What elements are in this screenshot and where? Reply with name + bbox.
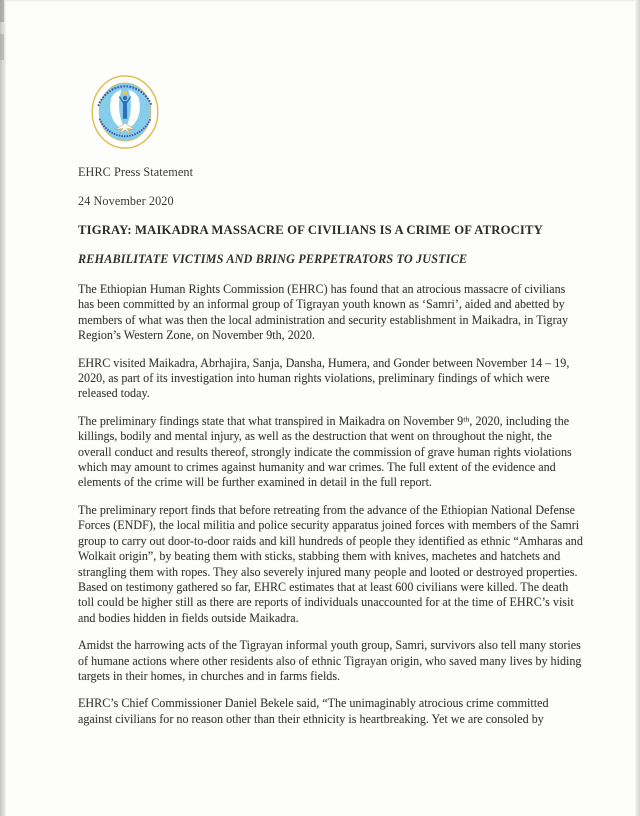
paragraph-preliminary-findings: The preliminary findings state that what transpired in Maikadra on November 9ᵗʰ, 2020, including the killings, bodily and mental injury, as well as the destruction that went on throughout the night, the overall conduct and results thereof, strongly indicate the commission of grave human rights violations which may amount to crimes against humanity and war crimes. The full extent of the evidence and elements of the crime will be further examined in detail in the full report. xyxy=(78,413,572,490)
paragraph-findings-summary: The Ethiopian Human Rights Commission (EHRC) has found that an atrocious massacre of civilians has been committed by an informal group of Tigrayan youth known as ‘Samri’, aided and abetted by members of what was then the local administration and security establishment in Maikadra, in Tigray Region’s Western Zone, on November 9th, 2020. xyxy=(78,282,569,343)
statement-subtitle: REHABILITATE VICTIMS AND BRING PERPETRATORS TO JUSTICE xyxy=(78,252,468,266)
ehrc-emblem-icon xyxy=(91,74,159,150)
paragraph-visit: EHRC visited Maikadra, Abrhajira, Sanja, Dansha, Humera, and Gonder between November 14 – 19, 2020, as part of its investigation into human rights violations, preliminary findings of which were released today. xyxy=(78,355,570,401)
ehrc-logo xyxy=(91,74,159,150)
page-left-edge xyxy=(0,0,6,816)
page-right-edge xyxy=(635,0,640,816)
paragraph-preliminary-report: The preliminary report finds that before retreating from the advance of the Ethiopian National Defense Forces (ENDF), the local militia and police security apparatus joined forces with members of the Samri group to carry out door-to-door raids and kill hundreds of people they identified as ethnic “Amharas and Wolkait origin”, by beating them with sticks, stabbing them with knives, machetes and hatchets and strangling them with ropes. They also severely injured many people and looted or destroyed properties. Based on testimony gathered so far, EHRC estimates that at least 600 civilians were killed. The death toll could be higher still as there are reports of individuals unaccounted for at the time of EHRC’s visit and bodies hidden in fields outside Maikadra. xyxy=(78,502,583,625)
statement-title: TIGRAY: MAIKADRA MASSACRE OF CIVILIANS IS A CRIME OF ATROCITY xyxy=(78,223,543,237)
statement-label: EHRC Press Statement xyxy=(78,165,194,179)
statement-date: 24 November 2020 xyxy=(78,194,174,208)
paragraph-commissioner-quote: EHRC’s Chief Commissioner Daniel Bekele said, “The unimaginably atrocious crime committed against civilians for no reason other than their ethnicity is heartbreaking. Yet we are consoled by xyxy=(78,696,549,726)
statement-body xyxy=(78,74,584,739)
paragraph-humane-actions: Amidst the harrowing acts of the Tigrayan informal youth group, Samri, survivors also tell many stories of humane actions where other residents also of ethnic Tigrayan origin, who saved many lives by hiding targets in their homes, in churches and in farms fields. xyxy=(78,638,582,683)
page-top-edge xyxy=(0,0,640,2)
